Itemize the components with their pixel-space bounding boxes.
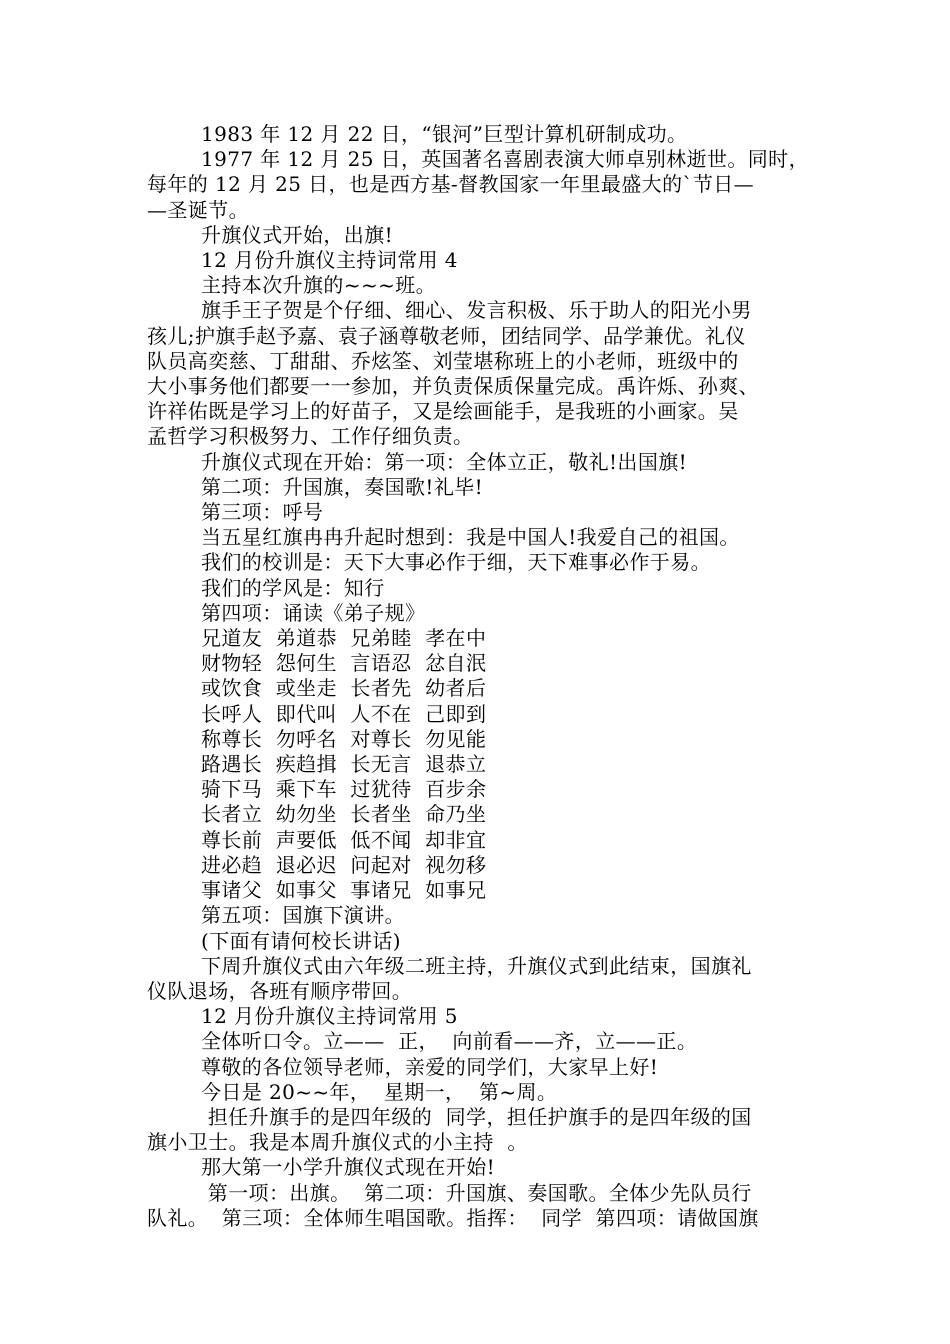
text-line: 下周升旗仪式由六年级二班主持，升旗仪式到此结束，国旗礼 (201, 953, 752, 978)
text-line: 今日是 20~~年， 星期一， 第~周。 (201, 1079, 558, 1104)
text-line: 长呼人 即代叫 人不在 己即到 (201, 701, 487, 726)
text-line: 兄道友 弟道恭 兄弟睦 孝在中 (201, 626, 487, 651)
text-line: 或饮食 或坐走 长者先 幼者后 (201, 676, 487, 701)
text-line: 许祥佑既是学习上的好苗子，又是绘画能手，是我班的小画家。吴 (147, 399, 739, 424)
text-line: 升旗仪式现在开始：第一项：全体立正，敬礼!出国旗! (201, 449, 688, 474)
text-line: 进必趋 退必迟 问起对 视勿移 (201, 852, 487, 877)
document-body (147, 122, 809, 1231)
text-line: 第二项：升国旗，奏国歌!礼毕! (201, 474, 484, 499)
text-line: 骑下马 乘下车 过犹待 百步余 (201, 777, 487, 802)
text-line: 长者立 幼勿坐 长者坐 命乃坐 (201, 802, 487, 827)
text-line: 我们的学风是：知行 (201, 575, 385, 600)
text-line: —圣诞节。 (147, 197, 249, 222)
text-line: 财物轻 怨何生 言语忍 忿自泯 (201, 651, 487, 676)
text-line: 第五项：国旗下演讲。 (201, 903, 405, 928)
text-line: 旗手王子贺是个仔细、细心、发言积极、乐于助人的阳光小男 (201, 298, 752, 323)
text-line: 12 月份升旗仪主持词常用 5 (201, 1004, 458, 1029)
text-line: 主持本次升旗的~~~班。 (201, 273, 437, 298)
text-line: 路遇长 疾趋揖 长无言 退恭立 (201, 752, 487, 777)
text-line: 第三项：呼号 (201, 500, 324, 525)
text-line: 队员高奕慈、丁甜甜、乔炫筌、刘莹堪称班上的小老师，班级中的 (147, 348, 739, 373)
text-line: 事诸父 如事父 事诸兄 如事兄 (201, 878, 487, 903)
text-line: 旗小卫士。我是本周升旗仪式的小主持 。 (147, 1130, 528, 1155)
text-line: 大小事务他们都要一一参加，并负责保质保量完成。禹许烁、孙爽、 (147, 374, 759, 399)
text-line: 尊敬的各位领导老师，亲爱的同学们，大家早上好! (201, 1054, 659, 1079)
text-line: (下面有请何校长讲话) (201, 928, 402, 953)
text-line: 担任升旗手的是四年级的 同学，担任护旗手的是四年级的国 (201, 1104, 752, 1129)
text-line: 1983 年 12 月 22 日，“银河”巨型计算机研制成功。 (201, 122, 688, 146)
text-line: 每年的 12 月 25 日，也是西方基-督教国家一年里最盛大的`节日— (147, 172, 755, 197)
text-line: 12 月份升旗仪主持词常用 4 (201, 248, 458, 273)
text-line: 尊长前 声要低 低不闻 却非宜 (201, 827, 487, 852)
text-line: 当五星红旗冉冉升起时想到：我是中国人!我爱自己的祖国。 (201, 525, 740, 550)
text-line: 第四项：诵读《弟子规》 (201, 600, 426, 625)
text-line: 第一项：出旗。 第二项：升国旗、奏国歌。全体少先队员行 (201, 1180, 752, 1205)
text-line: 1977 年 12 月 25 日，英国著名喜剧表演大师卓别林逝世。同时， (201, 147, 809, 172)
text-line: 那大第一小学升旗仪式现在开始! (201, 1155, 496, 1180)
text-line: 仪队退场，各班有顺序带回。 (147, 978, 413, 1003)
text-line: 我们的校训是：天下大事必作于细，天下难事必作于易。 (201, 550, 711, 575)
text-line: 升旗仪式开始，出旗! (201, 222, 394, 247)
text-line: 孩儿;护旗手赵予嘉、袁子涵尊敬老师，团结同学、品学兼优。礼仪 (147, 323, 746, 348)
text-line: 全体听口令。立—— 正， 向前看——齐，立——正。 (201, 1029, 698, 1054)
text-line: 孟哲学习积极努力、工作仔细负责。 (147, 424, 474, 449)
text-line: 称尊长 勿呼名 对尊长 勿见能 (201, 726, 487, 751)
text-line: 队礼。 第三项：全体师生唱国歌。指挥： 同学 第四项：请做国旗 (147, 1205, 759, 1230)
